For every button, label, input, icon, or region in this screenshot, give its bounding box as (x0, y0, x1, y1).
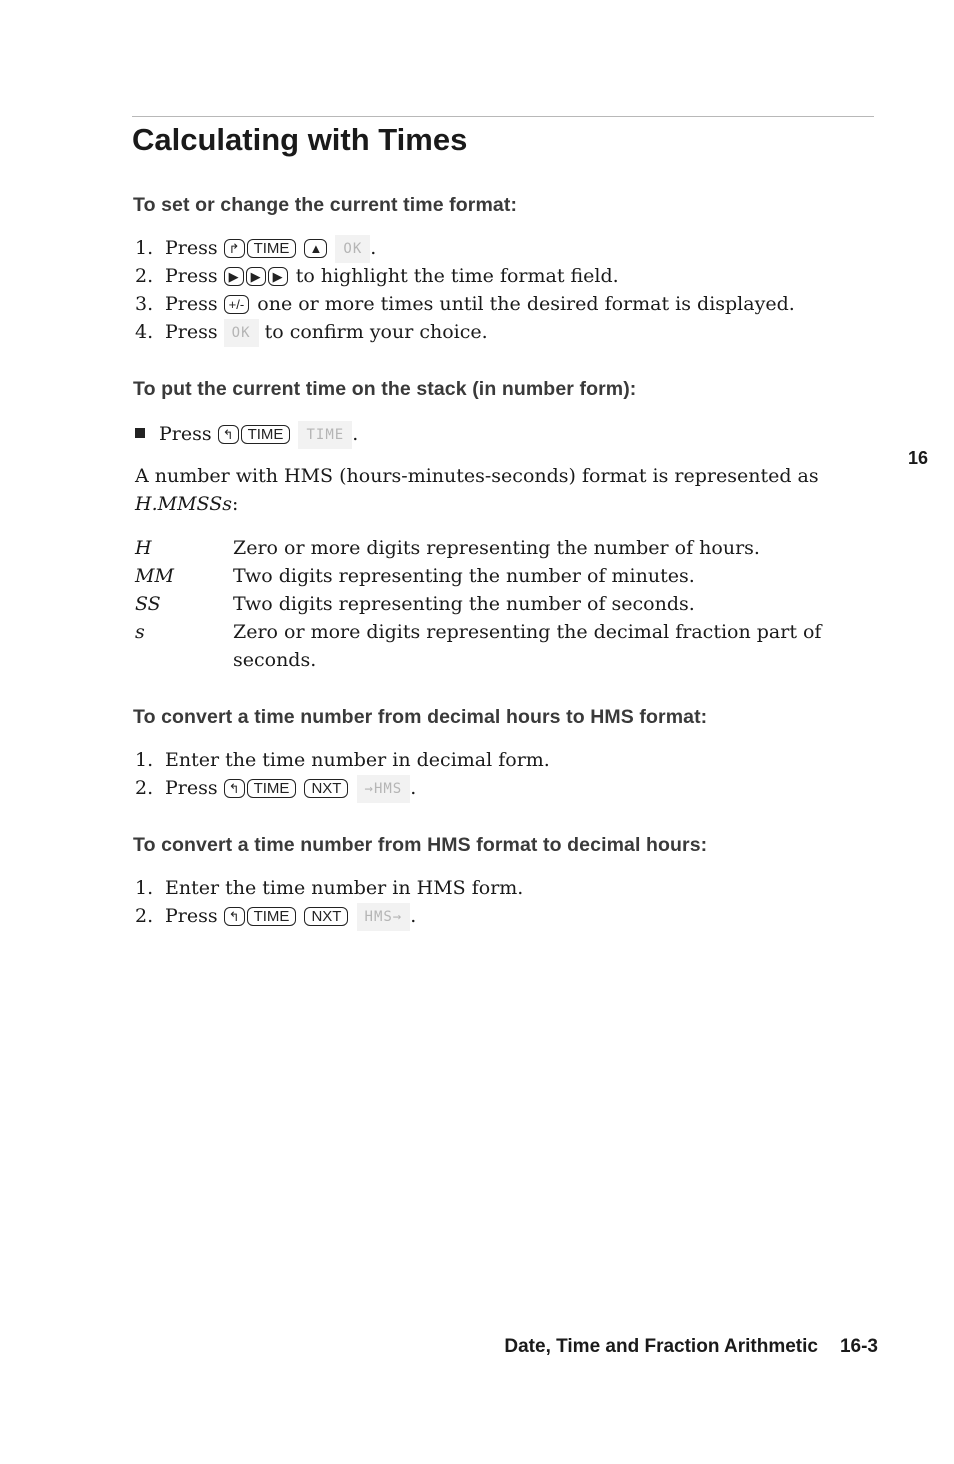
chapter-tab: 16 (908, 448, 929, 468)
to-hms-menu-key: →HMS (357, 775, 411, 803)
page-footer (504, 1336, 878, 1358)
time-key: TIME (241, 425, 291, 444)
section-heading-to-hms: To convert a time number from decimal hours to HMS format: (133, 706, 708, 728)
definition-row: H Zero or more digits representing the number of hours. (135, 537, 760, 559)
ok-menu-key: OK (224, 319, 259, 347)
page-title: Calculating with Times (132, 122, 468, 157)
page-number: 16-3 (839, 1336, 878, 1357)
step-4: 4. Press OK to confirm your choice. (135, 318, 488, 347)
step-2: 2. Press ↰ TIME NXT HMS→ . (135, 902, 416, 931)
time-menu-key: TIME (298, 421, 352, 449)
ok-menu-key: OK (335, 235, 370, 263)
nxt-key: NXT (304, 907, 348, 926)
step-2: 2. Press ▶ ▶ ▶ to highlight the time format field. (135, 265, 619, 287)
time-key: TIME (247, 907, 297, 926)
plus-minus-key: +/- (224, 295, 250, 314)
left-shift-key: ↰ (218, 425, 239, 444)
section-heading-time-format: To set or change the current time format: (133, 194, 518, 216)
step-3: 3. Press +/- one or more times until the desired format is displayed. (135, 293, 795, 315)
definition-row: MM Two digits representing the number of minutes. (135, 565, 695, 587)
right-arrow-key: ▶ (246, 267, 266, 286)
right-arrow-key: ▶ (224, 267, 244, 286)
hms-paragraph: A number with HMS (hours-minutes-seconds) format is represented as H.MMSSs: (135, 465, 819, 515)
right-arrow-key: ▶ (268, 267, 288, 286)
step-1: 1. Enter the time number in HMS form. (135, 877, 524, 899)
left-shift-key: ↰ (224, 779, 245, 798)
bullet-icon (135, 428, 145, 438)
definition-row: SS Two digits representing the number of seconds. (135, 593, 695, 615)
step-1: 1. Press ↱ TIME ▲ OK . (135, 234, 376, 263)
left-shift-key: ↰ (224, 907, 245, 926)
bullet-item: Press ↰ TIME TIME . (135, 420, 358, 449)
time-key: TIME (247, 239, 297, 258)
up-arrow-key: ▲ (304, 239, 327, 258)
step-2: 2. Press ↰ TIME NXT →HMS . (135, 774, 416, 803)
top-rule (132, 116, 874, 117)
time-key: TIME (247, 779, 297, 798)
section-heading-from-hms: To convert a time number from HMS format to decimal hours: (133, 834, 708, 856)
step-1: 1. Enter the time number in decimal form. (135, 749, 550, 771)
section-heading-current-time: To put the current time on the stack (in number form): (133, 378, 637, 400)
right-shift-key: ↱ (224, 239, 245, 258)
footer-title: Date, Time and Fraction Arithmetic (504, 1336, 818, 1357)
definition-list (135, 534, 875, 674)
definition-row: s Zero or more digits representing the decimal fraction part of seconds. (135, 621, 822, 671)
nxt-key: NXT (304, 779, 348, 798)
from-hms-menu-key: HMS→ (357, 903, 411, 931)
